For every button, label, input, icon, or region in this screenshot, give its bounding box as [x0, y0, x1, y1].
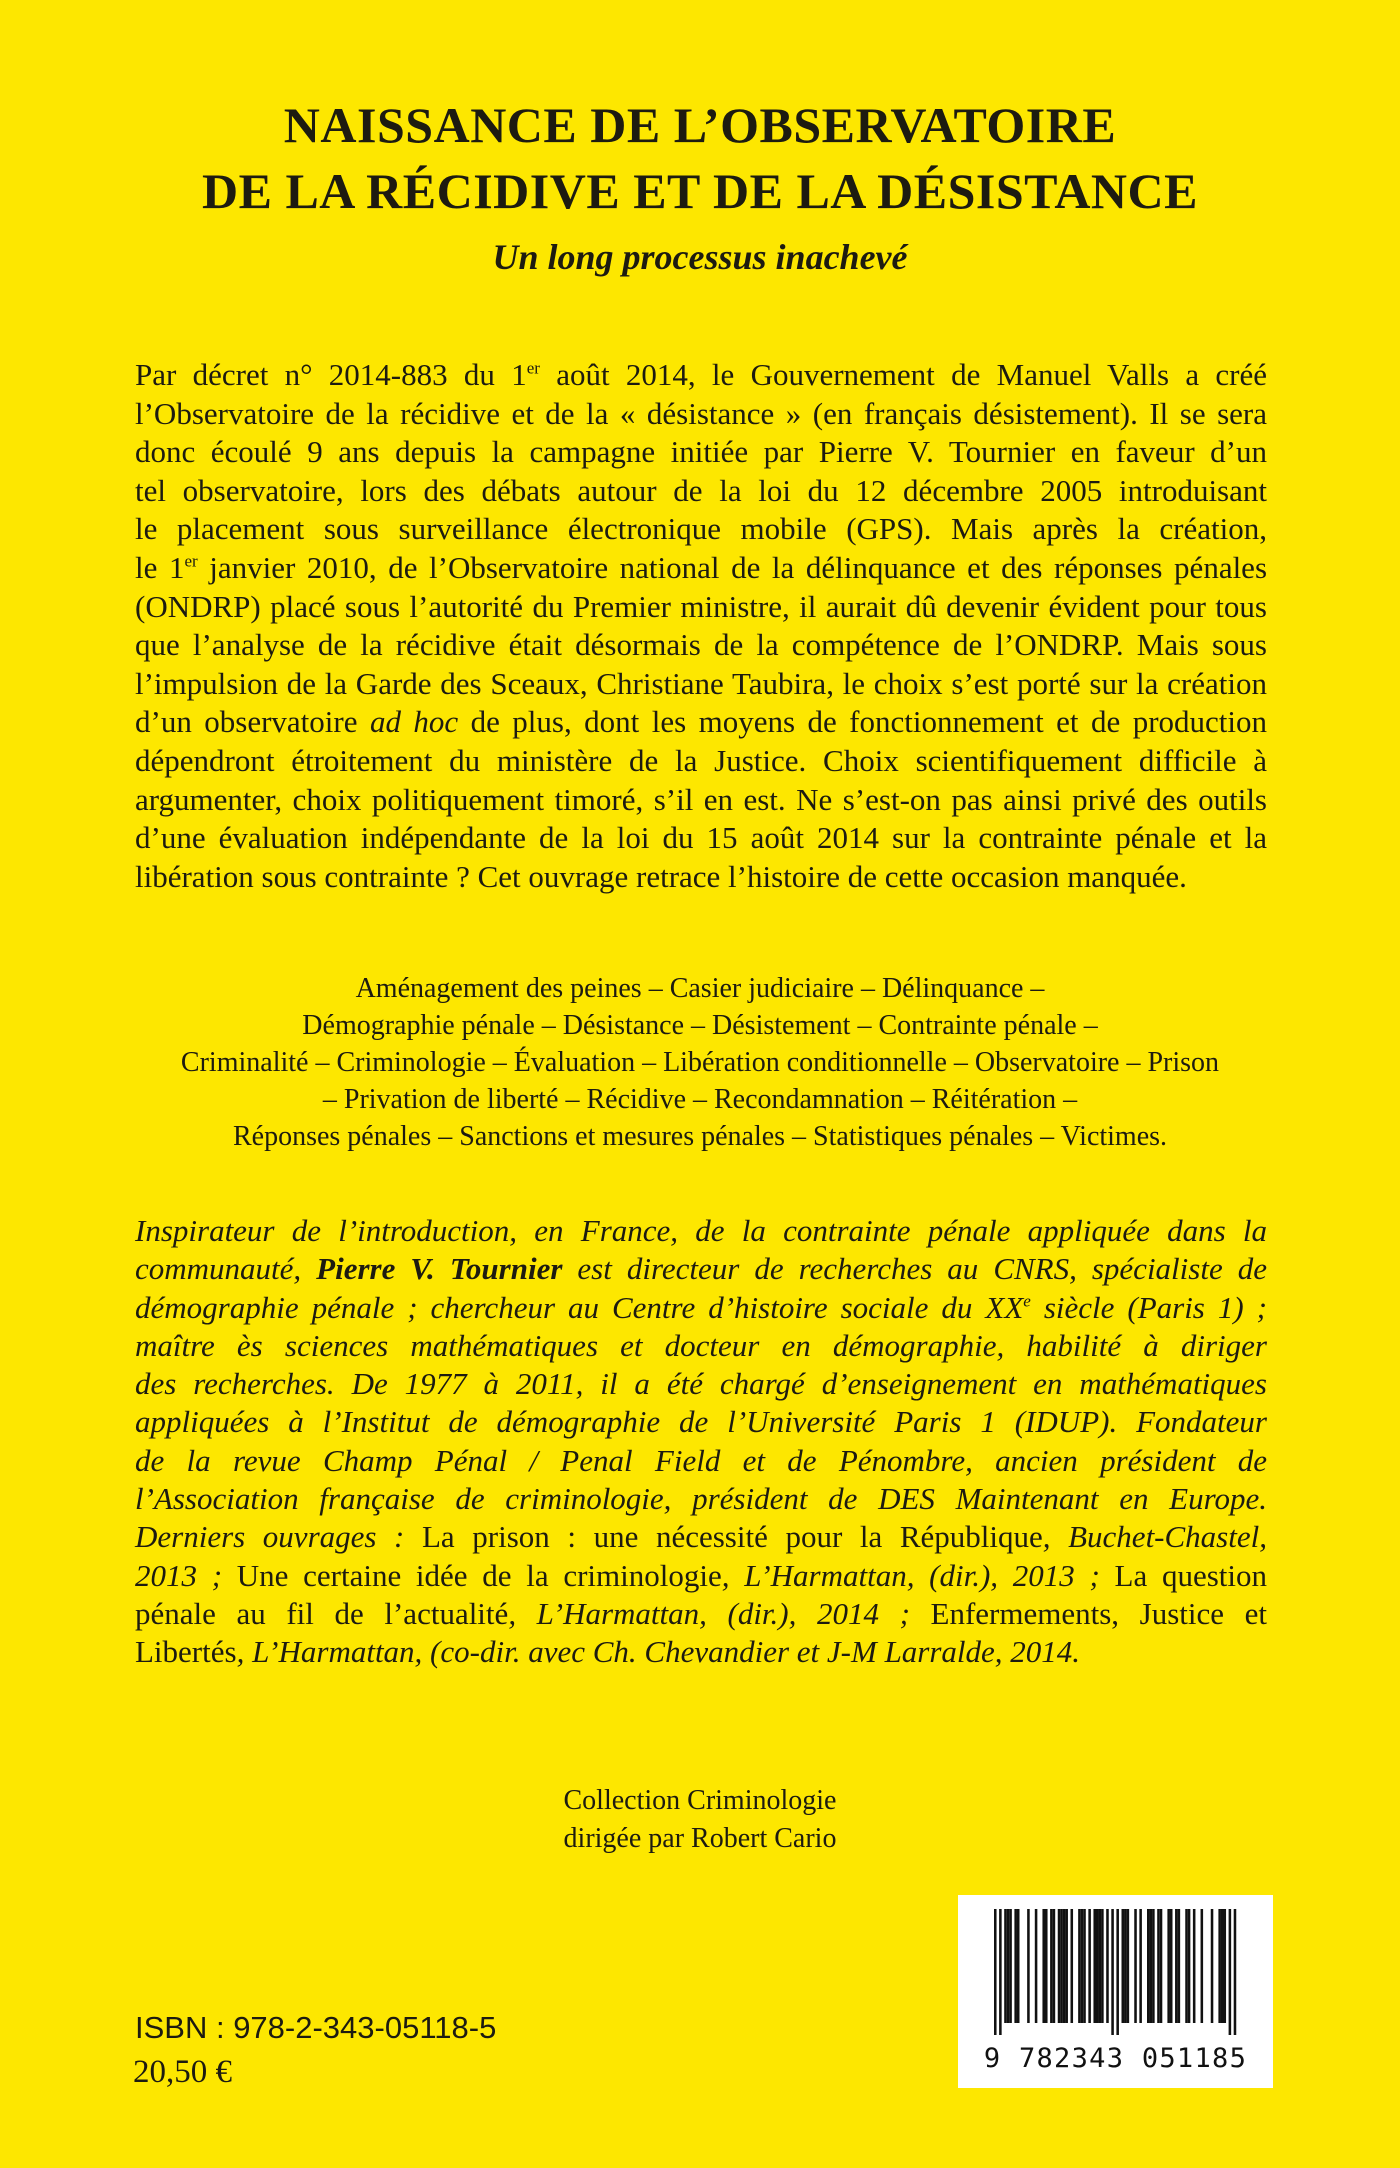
- summary-line: donc écoulé 9 ans depuis la campagne initiée par Pierre V. Tournier en faveur d’un: [135, 434, 1267, 470]
- barcode-bar: [1147, 1909, 1150, 2023]
- barcode-bar: [1106, 1909, 1109, 2023]
- summary-line: (ONDRP) placé sous l’autorité du Premier ministre, il aurait dû devenir évident pour tous: [135, 588, 1267, 624]
- barcode: [958, 1895, 1273, 2088]
- barcode-bar: [1111, 1909, 1114, 2035]
- barcode-bar: [1160, 1909, 1163, 2023]
- barcode-bar: [1042, 1909, 1045, 2023]
- bio-line: appliquées à l’Institut de démographie de l’Université Paris 1 (IDUP). Fondateur: [135, 1404, 1267, 1440]
- barcode-bar: [1007, 1909, 1010, 2023]
- barcode-bar: [1088, 1909, 1091, 2023]
- barcode-bar: [1178, 1909, 1181, 2023]
- barcode-bar: [1167, 1909, 1170, 2023]
- barcode-bar: [1096, 1909, 1099, 2023]
- barcode-bar: [1127, 1909, 1130, 2023]
- barcode-bar: [1218, 1909, 1221, 2023]
- bio-line: communauté, Pierre V. Tournier est directeur de recherches au CNRS, spécialiste de: [135, 1251, 1267, 1287]
- barcode-bar: [1035, 1909, 1038, 2023]
- bio-line: démographie pénale ; chercheur au Centre d’histoire sociale du XXe siècle (Paris 1) ;: [135, 1289, 1267, 1325]
- barcode-bar: [1065, 1909, 1068, 2023]
- book-title-line-2: DE LA RÉCIDIVE ET DE LA DÉSISTANCE: [201, 163, 1198, 219]
- barcode-bar: [1157, 1909, 1160, 2023]
- summary-line: d’un observatoire ad hoc de plus, dont les moyens de fonctionnement et de production: [135, 704, 1267, 740]
- collection-name: Collection Criminologie: [563, 1785, 837, 1816]
- keywords-line: Réponses pénales – Sanctions et mesures pénales – Statistiques pénales – Victimes.: [232, 1121, 1168, 1152]
- summary-line: d’une évaluation indépendante de la loi du 15 août 2014 sur la contrainte pénale et la: [135, 820, 1267, 856]
- keywords-line: – Privation de liberté – Récidive – Recondamnation – Réitération –: [322, 1084, 1078, 1115]
- barcode-bar: [1071, 1909, 1074, 2023]
- summary-paragraph: [135, 356, 1267, 896]
- bio-line: l’Association française de criminologie, président de DES Maintenant en Europe.: [135, 1481, 1267, 1517]
- summary-line: Par décret n° 2014-883 du 1er août 2014, le Gouvernement de Manuel Valls a créé: [135, 357, 1267, 392]
- barcode-bar: [1050, 1909, 1053, 2023]
- barcode-bar: [1063, 1909, 1066, 2023]
- barcode-bar: [1122, 1909, 1125, 2023]
- book-title: [0, 92, 1400, 224]
- bio-line: de la revue Champ Pénal / Penal Field et de Pénombre, ancien président de: [135, 1442, 1267, 1478]
- barcode-bar: [1224, 1909, 1227, 2023]
- barcode-bar: [1211, 1909, 1214, 2023]
- barcode-bar: [1058, 1909, 1061, 2023]
- bio-line: Inspirateur de l’introduction, en France, de la contrainte pénale appliquée dans la: [135, 1213, 1267, 1248]
- bio-line: des recherches. De 1977 à 2011, il a été chargé d’enseignement en mathématiques: [135, 1366, 1267, 1402]
- barcode-bars: [958, 1895, 1273, 2045]
- barcode-bar: [1150, 1909, 1153, 2023]
- barcode-bar: [1017, 1909, 1020, 2023]
- barcode-bar: [1175, 1909, 1178, 2023]
- summary-line: libération sous contrainte ? Cet ouvrage retrace l’histoire de cette occasion manquée.: [135, 858, 1187, 894]
- barcode-bar: [1116, 1909, 1119, 2035]
- summary-line: l’impulsion de la Garde des Sceaux, Christiane Taubira, le choix s’est porté sur la création: [135, 665, 1267, 701]
- barcode-bar: [1093, 1909, 1096, 2023]
- keywords-line: Aménagement des peines – Casier judiciaire – Délinquance –: [355, 973, 1045, 1004]
- summary-line: dépendront étroitement du ministère de la Justice. Choix scientifiquement difficile à: [135, 742, 1267, 778]
- summary-line: que l’analyse de la récidive était désormais de la compétence de l’ONDRP. Mais sous: [135, 627, 1267, 663]
- barcode-bar: [1053, 1909, 1056, 2023]
- bio-line: maître ès sciences mathématiques et docteur en démographie, habilité à diriger: [135, 1327, 1267, 1363]
- bio-line: pénale au fil de l’actualité, L’Harmattan, (dir.), 2014 ; Enfermements, Justice et: [135, 1595, 1267, 1631]
- bio-line: 2013 ; Une certaine idée de la criminologie, L’Harmattan, (dir.), 2013 ; La question: [135, 1557, 1267, 1593]
- barcode-bar: [1124, 1909, 1127, 2023]
- bio-line: Libertés, L’Harmattan, (co-dir. avec Ch. Chevandier et J-M Larralde, 2014.: [135, 1634, 1081, 1670]
- summary-line: le 1er janvier 2010, de l’Observatoire national de la délinquance et des réponses pénales: [135, 549, 1268, 585]
- barcode-bar: [1134, 1909, 1137, 2023]
- barcode-bar: [1009, 1909, 1012, 2023]
- barcode-bar: [1004, 1909, 1007, 2023]
- barcode-bar: [1027, 1909, 1030, 2023]
- barcode-bar: [1188, 1909, 1191, 2023]
- author-bio: [135, 1212, 1267, 1672]
- barcode-bar: [994, 1909, 997, 2035]
- barcode-bar: [1221, 1909, 1224, 2023]
- barcode-bar: [1101, 1909, 1104, 2023]
- bio-line: Derniers ouvrages : La prison : une nécessité pour la République, Buchet-Chastel,: [135, 1519, 1267, 1555]
- keywords-line: Criminalité – Criminologie – Évaluation – Libération conditionnelle – Observatoire – Prison: [180, 1047, 1220, 1078]
- summary-line: tel observatoire, lors des débats autour de la loi du 12 décembre 2005 introduisant: [135, 472, 1267, 508]
- summary-line: le placement sous surveillance électronique mobile (GPS). Mais après la création,: [135, 511, 1267, 547]
- price: 20,50 €: [133, 2054, 232, 2090]
- barcode-bar: [1185, 1909, 1188, 2023]
- barcode-bar: [1014, 1909, 1017, 2023]
- barcode-bar: [1045, 1909, 1048, 2023]
- barcode-bar: [1083, 1909, 1086, 2023]
- barcode-digits: 9 782343 051185: [983, 2043, 1248, 2074]
- author-name: Pierre V. Tournier: [316, 1251, 563, 1287]
- barcode-bar: [1060, 1909, 1063, 2023]
- barcode-bar: [1234, 1909, 1237, 2035]
- barcode-bar: [1201, 1909, 1204, 2023]
- summary-line: l’Observatoire de la récidive et de la « désistance » (en français désistement). Il se sera: [135, 395, 1267, 431]
- summary-line: argumenter, choix politiquement timoré, s’il en est. Ne s’est-on pas ainsi privé des outils: [135, 781, 1267, 817]
- barcode-bar: [1078, 1909, 1081, 2023]
- collection-info: [0, 1782, 1400, 1858]
- barcode-bar: [1081, 1909, 1084, 2023]
- isbn: ISBN : 978-2-343-05118-5: [135, 2010, 497, 2045]
- book-subtitle: Un long processus inachevé: [492, 237, 908, 277]
- barcode-bar: [999, 1909, 1002, 2035]
- barcode-bar: [1099, 1909, 1102, 2023]
- barcode-bar: [1170, 1909, 1173, 2023]
- keywords-line: Démographie pénale – Désistance – Désistement – Contrainte pénale –: [302, 1010, 1098, 1041]
- book-title-line-1: NAISSANCE DE L’OBSERVATOIRE: [283, 97, 1117, 153]
- barcode-bar: [1152, 1909, 1155, 2023]
- barcode-bar: [1139, 1909, 1142, 2023]
- barcode-bar: [1229, 1909, 1232, 2035]
- keywords-block: [100, 970, 1300, 1155]
- collection-director: dirigée par Robert Cario: [563, 1823, 837, 1854]
- barcode-bar: [1193, 1909, 1196, 2023]
